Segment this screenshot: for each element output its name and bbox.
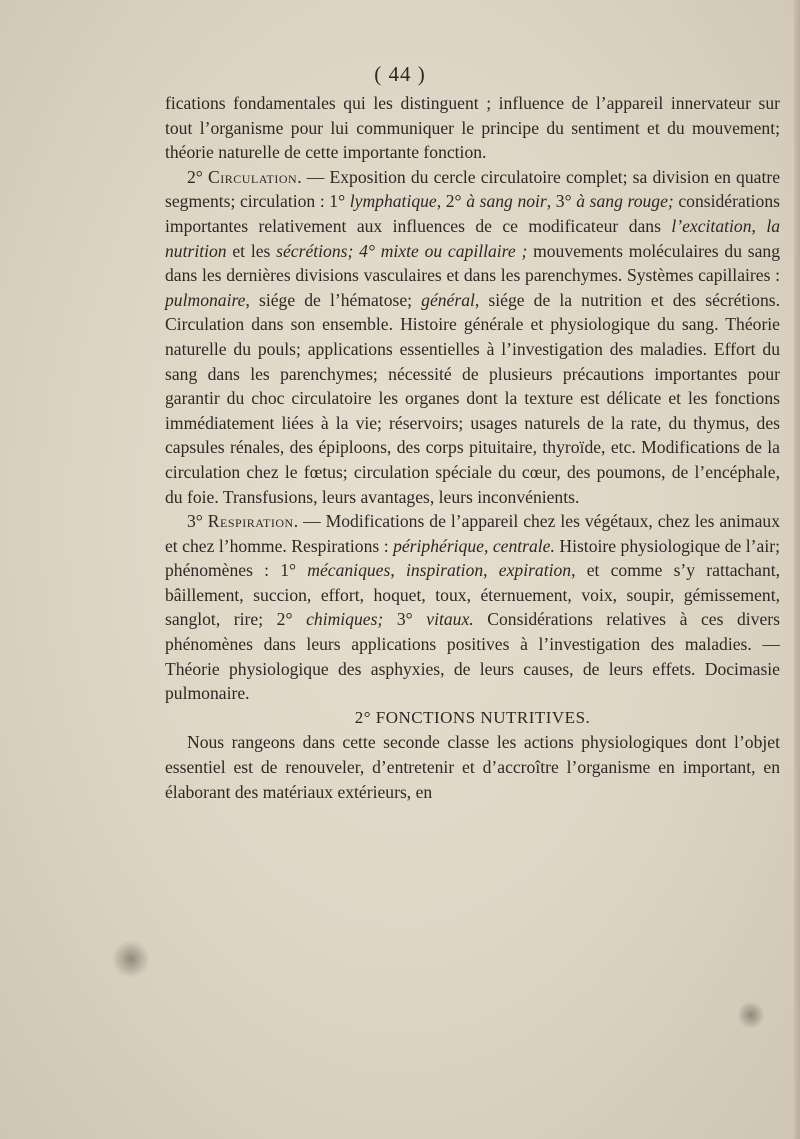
ink-stain — [738, 1000, 764, 1030]
text-run: , siége de la nutrition et des sécrétions. Circulation dans son ensemble. Histoire générale et physiologique du sang. Théorie naturelle du pouls; applications essentielles à l’investigation des maladies. Effort du sang dans les parenchymes; nécessité de plusieurs précautions importantes pour garantir du choc circulatoire les organes dont la texture est délicate et les fonctions immédiatement liées à la vie; réservoirs; usages naturels de la rate, du thymus, des capsules rénales, des épiploons, des corps pituitaire, thyroïde, etc. Modifications de la circulation chez le fœtus; circulation spéciale du cœur, des poumons, de l’encéphale, du foie. Transfusions, leurs avantages, leurs inconvénients. — [165, 289, 781, 507]
section-heading: 2° FONCTIONS NUTRITIVES. — [354, 707, 591, 727]
italic-run: sécrétions; 4° mixte ou capillaire ; — [276, 240, 528, 261]
text-run: , 2° — [436, 191, 467, 212]
text-run: , et comme s’y rattachant, bâillement, succion, effort, hoquet, toux, éternuement, voix, soupir, gémissement, sanglot, rire; 2° — [165, 560, 781, 630]
circulation-title: Circulation — [207, 166, 298, 187]
italic-run: la nutrition — [165, 215, 780, 261]
page-number: ( 44 ) — [374, 62, 426, 86]
circulation-number: 2° — [187, 166, 208, 187]
italic-run: expiration — [498, 560, 572, 581]
italic-run: chimiques; — [306, 609, 384, 630]
text-run: , — [751, 215, 767, 236]
text-run: . — Exposition du cercle circulatoire complet; sa division en quatre segments; circulation : 1° — [165, 166, 781, 212]
paragraph-nutritive: Nous rangeons dans cette seconde classe les actions physiologiques dont l’objet essentiel est de renouveler, d’entretenir et d’accroître l’organisme en important, en élaborant des matériaux extérieurs, en — [165, 732, 780, 802]
text-run: . — Modifications de l’appareil chez les végétaux, chez les animaux et chez l’homme. Respirations : — [165, 511, 780, 556]
paragraph-respiration — [165, 509, 780, 706]
paragraph-circulation — [165, 165, 780, 509]
text-run: Considérations relatives à ces divers phénomènes dans leurs applications positives à l’investigation des maladies. — Théorie physiologique des asphyxies, de leurs causes, de leurs effets. Docimasie pulmonaire. — [165, 609, 780, 704]
italic-run: à sang noir — [466, 191, 547, 212]
text-run: , — [483, 560, 499, 581]
italic-run: à sang rouge; — [576, 191, 674, 212]
text-run: Histoire physiologique de l’air; phénomènes : 1° — [165, 535, 780, 581]
text-run: et les — [226, 240, 277, 261]
ink-stain — [112, 940, 150, 978]
text-run: 3° — [383, 609, 427, 630]
italic-run: périphérique, centrale. — [393, 535, 555, 556]
text-run: , 3° — [546, 191, 577, 212]
text-run: considérations importantes relativement aux influences de ce modificateur dans — [165, 191, 781, 236]
page-edge — [794, 0, 800, 1139]
text-run: , siége de l’hématose; — [245, 289, 422, 310]
paragraph-continuation: fications fondamentales qui les distinguent ; influence de l’appareil innervateur sur tout l’organisme pour lui communiquer le principe du sentiment et du mouvement; théorie naturelle de cette importante fonction. — [165, 93, 780, 163]
respiration-title: Respiration — [207, 511, 294, 532]
italic-run: vitaux. — [426, 609, 474, 630]
italic-run: l’excitation — [671, 215, 752, 236]
italic-run: pulmonaire — [165, 289, 246, 310]
text-run: , — [390, 560, 406, 581]
text-run: mouvements moléculaires du sang dans les dernières divisions vasculaires et dans les parenchymes. Systèmes capillaires : — [165, 240, 781, 286]
italic-run: lymphatique — [349, 191, 437, 212]
italic-run: général — [421, 289, 475, 310]
italic-run: mécaniques — [307, 560, 391, 581]
respiration-number: 3° — [187, 511, 208, 532]
italic-run: inspiration — [405, 560, 484, 581]
page-body — [165, 91, 780, 804]
